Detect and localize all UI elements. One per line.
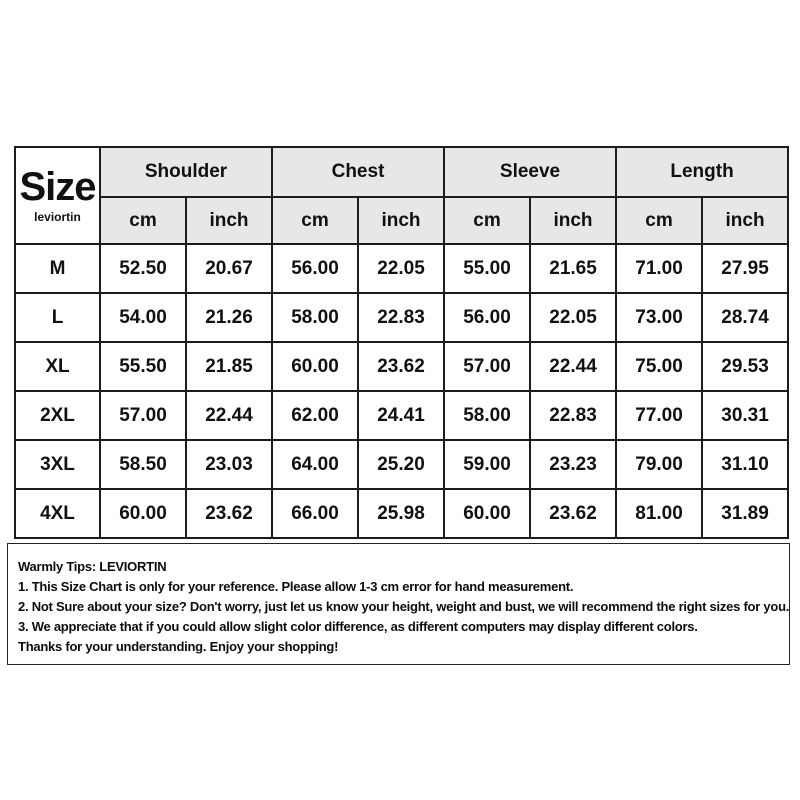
value-cell: 20.67 — [186, 244, 272, 293]
value-cell: 57.00 — [100, 391, 186, 440]
value-cell: 23.03 — [186, 440, 272, 489]
value-cell: 52.50 — [100, 244, 186, 293]
value-cell: 24.41 — [358, 391, 444, 440]
group-header-length: Length — [616, 147, 788, 197]
value-cell: 66.00 — [272, 489, 358, 538]
value-cell: 56.00 — [272, 244, 358, 293]
value-cell: 79.00 — [616, 440, 702, 489]
unit-header-sleeve-cm: cm — [444, 197, 530, 244]
value-cell: 21.85 — [186, 342, 272, 391]
size-label: 4XL — [15, 489, 100, 538]
value-cell: 55.50 — [100, 342, 186, 391]
value-cell: 64.00 — [272, 440, 358, 489]
value-cell: 25.98 — [358, 489, 444, 538]
tip-line-3: 3. We appreciate that if you could allow slight color difference, as different computers may display different colors. — [18, 619, 698, 634]
value-cell: 23.62 — [186, 489, 272, 538]
value-cell: 31.10 — [702, 440, 788, 489]
value-cell: 81.00 — [616, 489, 702, 538]
table-row-3xl — [15, 440, 788, 489]
value-cell: 75.00 — [616, 342, 702, 391]
unit-header-sleeve-inch: inch — [530, 197, 616, 244]
unit-header-chest-inch: inch — [358, 197, 444, 244]
value-cell: 21.26 — [186, 293, 272, 342]
brand-label: leviortin — [34, 210, 81, 224]
value-cell: 31.89 — [702, 489, 788, 538]
tip-line-4: Thanks for your understanding. Enjoy your shopping! — [18, 639, 339, 654]
value-cell: 22.05 — [358, 244, 444, 293]
value-cell: 21.65 — [530, 244, 616, 293]
value-cell: 56.00 — [444, 293, 530, 342]
value-cell: 23.62 — [530, 489, 616, 538]
value-cell: 23.23 — [530, 440, 616, 489]
value-cell: 22.44 — [530, 342, 616, 391]
value-cell: 22.44 — [186, 391, 272, 440]
size-header-cell — [15, 147, 100, 244]
value-cell: 60.00 — [444, 489, 530, 538]
unit-header-shoulder-cm: cm — [100, 197, 186, 244]
value-cell: 55.00 — [444, 244, 530, 293]
size-chart-title: Size — [19, 165, 96, 209]
table-row-xl — [15, 342, 788, 391]
value-cell: 59.00 — [444, 440, 530, 489]
group-header-chest: Chest — [272, 147, 444, 197]
value-cell: 29.53 — [702, 342, 788, 391]
value-cell: 73.00 — [616, 293, 702, 342]
unit-header-length-inch: inch — [702, 197, 788, 244]
tip-line-2: 2. Not Sure about your size? Don't worry, just let us know your height, weight and bust, we will recommend the right sizes for you. — [18, 599, 790, 614]
value-cell: 58.00 — [272, 293, 358, 342]
size-label: 3XL — [15, 440, 100, 489]
value-cell: 23.62 — [358, 342, 444, 391]
group-header-shoulder: Shoulder — [100, 147, 272, 197]
value-cell: 22.83 — [358, 293, 444, 342]
value-cell: 57.00 — [444, 342, 530, 391]
unit-header-chest-cm: cm — [272, 197, 358, 244]
tips-heading: Warmly Tips: LEVIORTIN — [18, 559, 167, 574]
value-cell: 71.00 — [616, 244, 702, 293]
size-label: XL — [15, 342, 100, 391]
value-cell: 22.83 — [530, 391, 616, 440]
value-cell: 77.00 — [616, 391, 702, 440]
value-cell: 60.00 — [100, 489, 186, 538]
unit-header-length-cm: cm — [616, 197, 702, 244]
header-row — [15, 147, 788, 197]
size-label: 2XL — [15, 391, 100, 440]
table-row-2xl — [15, 391, 788, 440]
warmly-tips-box — [7, 543, 790, 665]
unit-header-row — [15, 197, 788, 244]
size-chart-table — [14, 146, 789, 539]
tip-line-1: 1. This Size Chart is only for your reference. Please allow 1-3 cm error for hand measurement. — [18, 579, 574, 594]
value-cell: 54.00 — [100, 293, 186, 342]
unit-header-shoulder-inch: inch — [186, 197, 272, 244]
value-cell: 58.50 — [100, 440, 186, 489]
value-cell: 60.00 — [272, 342, 358, 391]
value-cell: 25.20 — [358, 440, 444, 489]
size-label: M — [15, 244, 100, 293]
value-cell: 62.00 — [272, 391, 358, 440]
table-row-m — [15, 244, 788, 293]
value-cell: 30.31 — [702, 391, 788, 440]
group-header-sleeve: Sleeve — [444, 147, 616, 197]
size-label: L — [15, 293, 100, 342]
value-cell: 27.95 — [702, 244, 788, 293]
value-cell: 28.74 — [702, 293, 788, 342]
table-row-4xl — [15, 489, 788, 538]
value-cell: 58.00 — [444, 391, 530, 440]
table-row-l — [15, 293, 788, 342]
value-cell: 22.05 — [530, 293, 616, 342]
